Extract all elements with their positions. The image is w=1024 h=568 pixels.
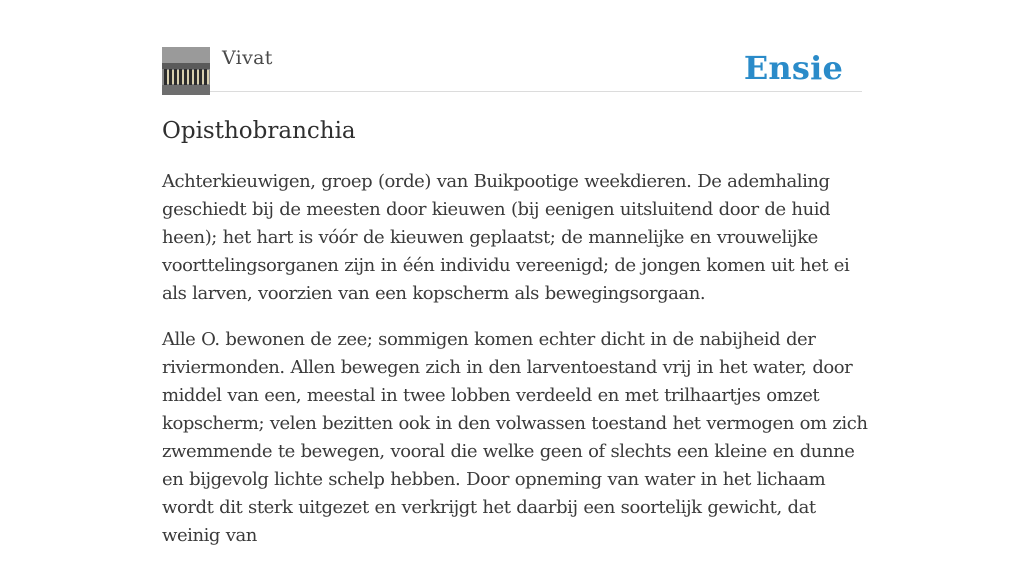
brand-logo[interactable]: Ensie bbox=[743, 49, 843, 87]
article-paragraph: Alle O. bewonen de zee; sommigen komen echter dicht in de nabijheid der riviermonden. Allen bewegen zich in den larventoestand vrij in het water, door middel van een, meestal in twee lobben verdeeld en met trilhaartjes omzet kopscherm; velen bezitten ook in den volwassen toestand het vermogen om zich zwemmende te bewegen, vooral die welke geen of slechts een kleine en dunne en bijgevolg lichte schelp hebben. Door opneming van water in het lichaam wordt dit sterk uitgezet en verkrijgt het daarbij een soortelijk gewicht, dat weinig van bbox=[162, 329, 868, 546]
author-avatar[interactable] bbox=[162, 47, 210, 95]
page-title: Opisthobranchia bbox=[162, 118, 356, 144]
article-paragraph: Achterkieuwigen, groep (orde) van Buikpootige weekdieren. De ademhaling geschiedt bij de meesten door kieuwen (bij eenigen uitsluitend door de huid heen); het hart is vóór de kieuwen geplaatst; de mannelijke en vrouwelijke voorttelingsorganen zijn in één individu vereenigd; de jongen komen uit het ei als larven, voorzien van een kopscherm als bewegingsorgaan. bbox=[162, 171, 850, 304]
bookshelf-image-icon bbox=[162, 47, 210, 95]
page-header bbox=[162, 47, 862, 92]
author-name[interactable]: Vivat bbox=[222, 47, 273, 69]
article-body bbox=[162, 168, 874, 568]
